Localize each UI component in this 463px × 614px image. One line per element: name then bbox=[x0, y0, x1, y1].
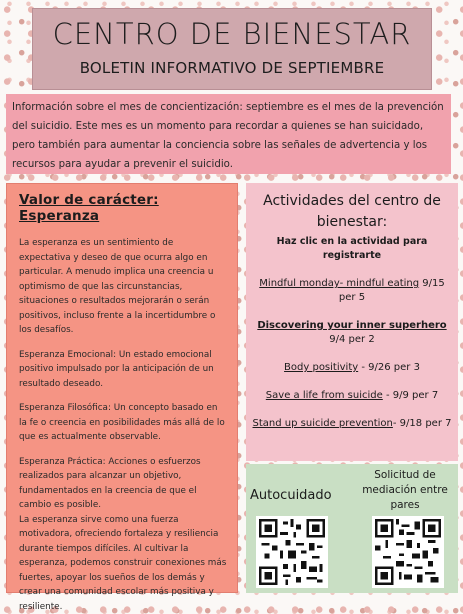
activities-subtitle: Haz clic en la actividad para registrarte bbox=[252, 235, 452, 263]
activity-date: - 9/9 per 7 bbox=[383, 390, 438, 401]
intro-text: Información sobre el mes de concientización: septiembre es el mes de la prevención del suicidio. Este mes es un momento para recordar a quienes se han suicidado, pero también para aumentar la conciencia sobre las señales de advertencia y los recursos para ayudar a prevenir el suicidio. bbox=[12, 102, 444, 170]
activity-link-mindful-monday[interactable]: Mindful monday- mindful eating bbox=[259, 278, 419, 289]
activity-date: 9/15 per 5 bbox=[339, 278, 445, 303]
value-paragraph: Esperanza Emocional: Un estado emocional positivo impulsado por la anticipación de un resultado deseado. bbox=[19, 348, 227, 392]
mediacion-qr-icon[interactable] bbox=[372, 516, 444, 588]
activity-date: - 9/26 per 3 bbox=[358, 362, 420, 373]
activity-item bbox=[252, 417, 452, 431]
resources-panel bbox=[246, 464, 458, 593]
value-panel bbox=[6, 183, 238, 593]
activity-link-body-positivity[interactable]: Body positivity bbox=[284, 362, 358, 373]
activity-item bbox=[252, 389, 452, 403]
page-title: CENTRO DE BIENESTAR bbox=[33, 17, 431, 51]
activities-panel bbox=[246, 183, 458, 461]
value-title: Valor de carácter: Esperanza bbox=[19, 192, 227, 224]
mediacion-label: Solicitud de mediación entre pares bbox=[358, 468, 452, 513]
intro-box bbox=[6, 94, 451, 174]
activity-date: - 9/18 per 7 bbox=[393, 418, 452, 429]
header-banner bbox=[32, 8, 432, 90]
activity-date: 9/4 per 2 bbox=[329, 334, 374, 345]
autocuidado-qr-icon[interactable] bbox=[256, 516, 328, 588]
activity-link-inner-superhero[interactable]: Discovering your inner superhero bbox=[257, 320, 446, 331]
page-subtitle: BOLETIN INFORMATIVO DE SEPTIEMBRE bbox=[33, 59, 431, 77]
activity-item bbox=[252, 361, 452, 375]
activity-item bbox=[252, 277, 452, 305]
value-paragraph: Esperanza Práctica: Acciones o esfuerzos realizados para alcanzar un objetivo, fundamentados en la creencia de que el cambio es posible. La esperanza sirve como una fuerza motivadora, ofreciendo fortaleza y resiliencia durante tiempos difíciles. Al cultivar la esperanza, podemos construir conexiones más fuertes, apoyar los sueños de los demás y crear una comunidad escolar más positiva y resiliente. bbox=[19, 455, 227, 614]
activity-link-stand-up[interactable]: Stand up suicide prevention bbox=[253, 418, 393, 429]
value-paragraph: Esperanza Filosófica: Un concepto basado en la fe o creencia en posibilidades más allá de lo que es actualmente observable. bbox=[19, 401, 227, 445]
activities-title: Actividades del centro de bienestar: bbox=[252, 191, 452, 233]
activity-item bbox=[252, 319, 452, 347]
activity-link-save-a-life[interactable]: Save a life from suicide bbox=[266, 390, 383, 401]
value-paragraph: La esperanza es un sentimiento de expectativa y deseo de que ocurra algo en particular. A menudo implica una creencia u optimismo de que las circunstancias, situaciones o resultados mejorarán o serán positivos, incluso frente a la incertidumbre o los desafíos. bbox=[19, 236, 227, 338]
autocuidado-label: Autocuidado bbox=[250, 488, 332, 503]
